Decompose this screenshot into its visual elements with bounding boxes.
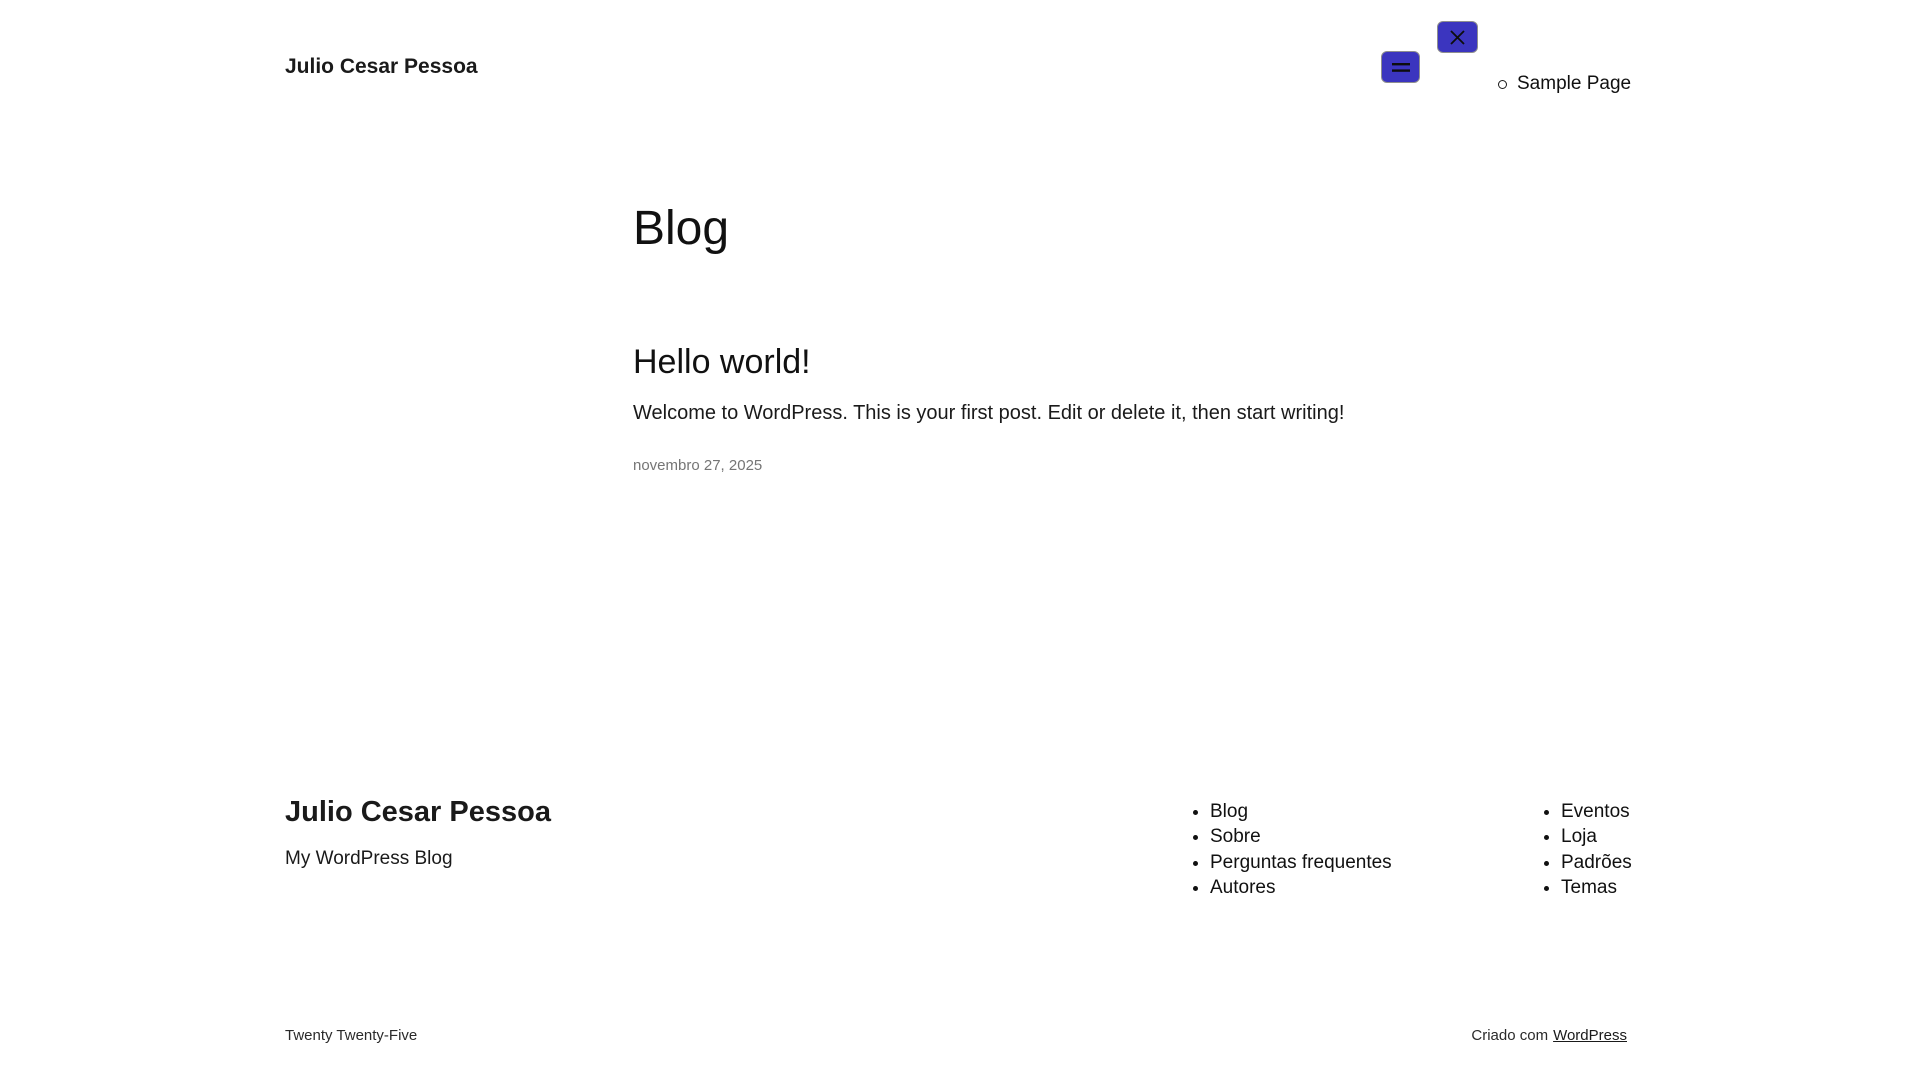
circle-bullet-icon [1498,80,1507,89]
wordpress-link[interactable]: WordPress [1553,1027,1627,1044]
post-date: novembro 27, 2025 [633,457,763,474]
footer-menu-link[interactable]: • Eventos [1561,799,1632,824]
menu-close-button[interactable] [1437,21,1478,53]
wordpress-credit [1471,1025,1627,1046]
menu-open-button[interactable] [1381,51,1420,83]
footer-menu-link[interactable]: • Temas [1561,875,1632,900]
footer-menu-secondary [1541,799,1632,901]
footer-menu-link[interactable]: • Autores [1210,875,1392,900]
hamburger-icon [1392,61,1410,74]
footer-menu-link[interactable]: • Sobre [1210,824,1392,849]
footer-menu-primary [1190,799,1392,901]
footer-site-title-link[interactable]: Julio Cesar Pessoa [285,796,551,828]
nav-menu-item-sample-page[interactable] [1498,74,1631,95]
footer-menu-link[interactable]: • Loja [1561,824,1632,849]
footer-menu-link[interactable]: • Padrões [1561,850,1632,875]
post-excerpt: Welcome to WordPress. This is your first post. Edit or delete it, then start writing! [633,402,1345,424]
site-title-link[interactable]: Julio Cesar Pessoa [285,55,478,78]
theme-credit-link[interactable]: Twenty Twenty-Five [285,1027,418,1044]
footer-menu-link[interactable]: • Blog [1210,799,1392,824]
post-title-link[interactable]: Hello world! [633,343,811,381]
footer-menu-link[interactable]: • Perguntas frequentes [1210,850,1392,875]
nav-menu-item-label: Sample Page [1517,73,1632,94]
close-icon [1449,29,1466,46]
page-title: Blog [633,202,730,255]
site-tagline: My WordPress Blog [285,848,453,869]
credit-prefix: Criado com [1471,1027,1549,1044]
